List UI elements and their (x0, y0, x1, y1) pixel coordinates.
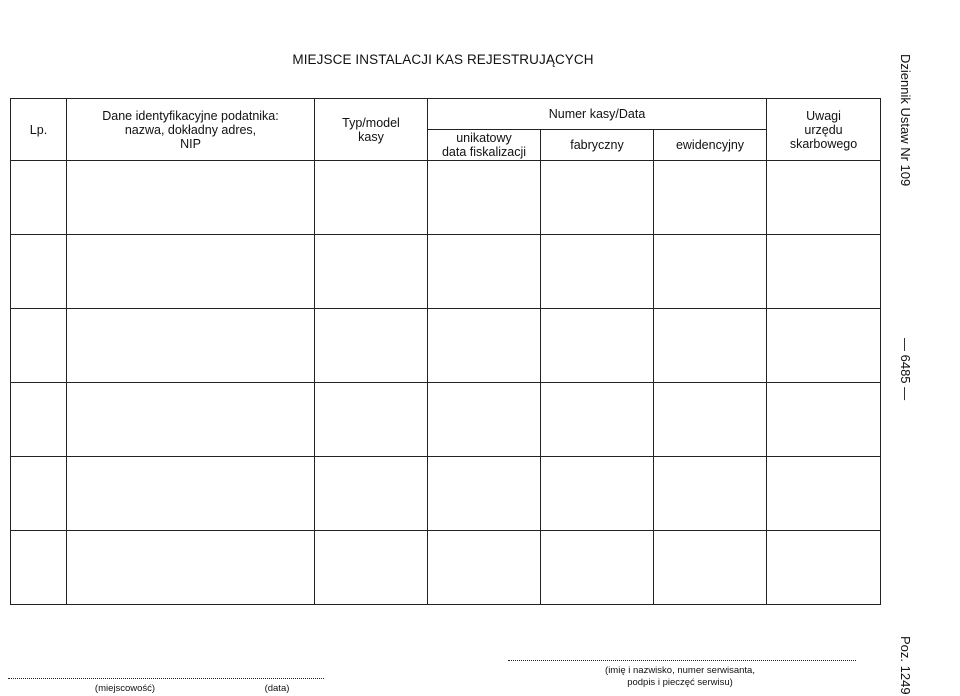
date-caption: (data) (264, 683, 290, 694)
empty-cell[interactable] (67, 457, 315, 531)
empty-cell[interactable] (428, 531, 541, 605)
place-caption: (miejscowość) (94, 683, 156, 694)
empty-cell[interactable] (767, 531, 881, 605)
empty-cell[interactable] (11, 531, 67, 605)
header-uwagi-line3: skarbowego (789, 136, 858, 151)
page-number: — 6485 — (898, 338, 913, 401)
header-ewidencyjny: ewidencyjny (654, 130, 767, 161)
empty-cell[interactable] (11, 161, 67, 235)
empty-cell[interactable] (541, 531, 654, 605)
header-uwagi-line1: Uwagi (806, 108, 841, 123)
empty-cell[interactable] (654, 531, 767, 605)
empty-cell[interactable] (428, 383, 541, 457)
empty-cell[interactable] (541, 383, 654, 457)
empty-cell[interactable] (67, 531, 315, 605)
empty-cell[interactable] (654, 309, 767, 383)
header-lp-label: Lp. (29, 122, 48, 137)
form-title: MIEJSCE INSTALACJI KAS REJESTRUJĄCYCH (292, 52, 594, 67)
empty-cell[interactable] (428, 457, 541, 531)
empty-cell[interactable] (67, 383, 315, 457)
table-row (11, 383, 881, 457)
header-numer-group: Numer kasy/Data (428, 99, 767, 130)
empty-cell[interactable] (541, 235, 654, 309)
empty-cell[interactable] (11, 309, 67, 383)
header-unikatowy-line2: data fiskalizacji (441, 145, 527, 159)
header-lp (11, 99, 67, 161)
empty-cell[interactable] (767, 457, 881, 531)
table-row (11, 235, 881, 309)
empty-cell[interactable] (541, 161, 654, 235)
empty-cell[interactable] (315, 161, 428, 235)
installation-table (10, 98, 881, 605)
empty-cell[interactable] (767, 309, 881, 383)
empty-cell[interactable] (654, 457, 767, 531)
empty-cell[interactable] (315, 383, 428, 457)
empty-cell[interactable] (315, 531, 428, 605)
header-uwagi-line2: urzędu (804, 122, 843, 137)
signature-caption-line1: (imię i nazwisko, numer serwisanta, (605, 665, 755, 676)
empty-cell[interactable] (541, 457, 654, 531)
empty-cell[interactable] (767, 383, 881, 457)
empty-cell[interactable] (767, 235, 881, 309)
position-label: Poz. 1249 (898, 636, 913, 695)
table-row (11, 457, 881, 531)
empty-cell[interactable] (428, 309, 541, 383)
header-fabryczny: fabryczny (541, 130, 654, 161)
header-typ (315, 99, 428, 161)
header-dane (67, 99, 315, 161)
place-date-line (8, 678, 324, 679)
empty-cell[interactable] (428, 235, 541, 309)
empty-cell[interactable] (11, 235, 67, 309)
header-dane-line1: Dane identyfikacyjne podatnika: (102, 108, 279, 123)
empty-cell[interactable] (67, 161, 315, 235)
header-dane-line2: nazwa, dokładny adres, (124, 122, 257, 137)
signature-caption-line2: podpis i pieczęć serwisu) (627, 677, 733, 688)
empty-cell[interactable] (654, 161, 767, 235)
journal-label: Dziennik Ustaw Nr 109 (898, 54, 913, 187)
table-row (11, 531, 881, 605)
empty-cell[interactable] (11, 383, 67, 457)
table-row (11, 161, 881, 235)
empty-cell[interactable] (67, 235, 315, 309)
empty-cell[interactable] (767, 161, 881, 235)
empty-cell[interactable] (315, 309, 428, 383)
header-typ-line2: kasy (358, 129, 384, 144)
empty-cell[interactable] (315, 235, 428, 309)
signature-line (508, 660, 856, 661)
empty-cell[interactable] (315, 457, 428, 531)
table-row (11, 309, 881, 383)
header-uwagi (767, 99, 881, 161)
empty-cell[interactable] (654, 235, 767, 309)
header-typ-line1: Typ/model (342, 115, 400, 130)
empty-cell[interactable] (654, 383, 767, 457)
header-dane-line3: NIP (180, 136, 201, 151)
header-unikatowy-line1: unikatowy (456, 131, 512, 145)
empty-cell[interactable] (11, 457, 67, 531)
empty-cell[interactable] (541, 309, 654, 383)
empty-cell[interactable] (67, 309, 315, 383)
empty-cell[interactable] (428, 161, 541, 235)
header-unikatowy (428, 130, 541, 161)
